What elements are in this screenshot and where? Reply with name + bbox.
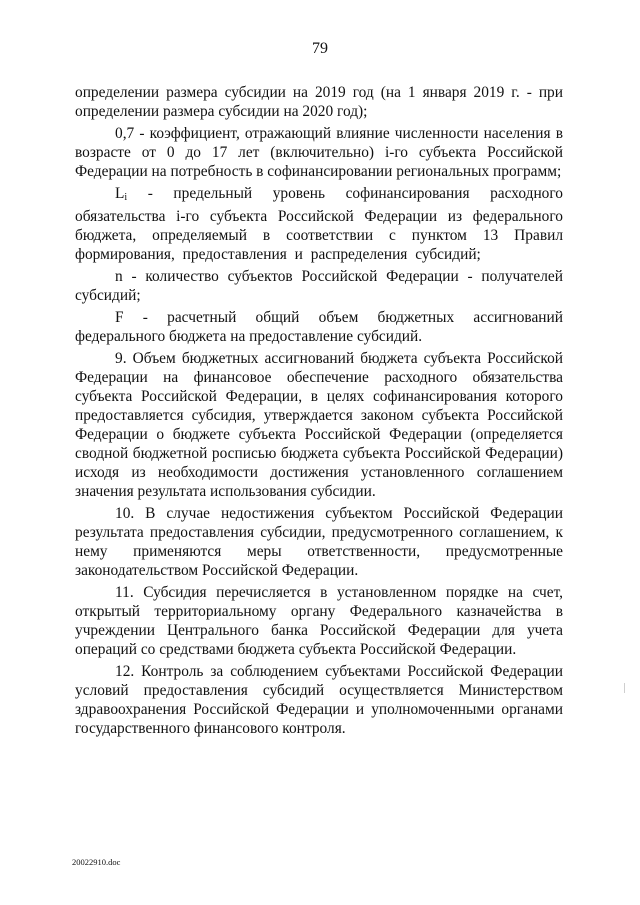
paragraph-11: 11. Субсидия перечисляется в установленном порядке на счет, открытый территориальному органу Федерального казначейства в учреждении Центрального банка Российской Федерации для учета операций со средствами бюджета субъекта Российской Федерации. xyxy=(75,584,563,658)
paragraph-10: 10. В случае недостижения субъектом Российской Федерации результата предоставления субсидии, предусмотренного соглашением, к нему применяются меры ответственности, предусмотренные законодательством Российской Федерации. xyxy=(75,505,563,579)
paragraph-9: 9. Объем бюджетных ассигнований бюджета субъекта Российской Федерации на финансовое обеспечение расходного обязательства субъекта Российской Федерации, в целях софинансирования которого предоставляется субсидия, утверждается законом субъекта Российской Федерации о бюджете субъекта Российской Федерации (определяется сводной бюджетной росписью бюджета субъекта Российской Федерации) исходя из необходимости достижения установленного соглашением значения результата использования субсидии. xyxy=(75,350,563,500)
footer-filename: 20022910.doc xyxy=(72,857,121,867)
paragraph-coefficient: 0,7 - коэффициент, отражающий влияние численности населения в возрасте от 0 до 17 лет (включительно) i-го субъекта Российской Федерации на потребность в софинансировании региональных программ; xyxy=(75,125,563,180)
paragraph-l-definition xyxy=(75,184,563,264)
paragraph-n-definition: n - количество субъектов Российской Федерации - получателей субсидий; xyxy=(75,268,563,304)
symbol-l-subscript: i xyxy=(124,192,128,203)
page-number: 79 xyxy=(312,40,328,57)
document-body xyxy=(75,83,563,741)
paragraph-f-definition: F - расчетный общий объем бюджетных ассигнований федерального бюджета на предоставление субсидий. xyxy=(75,309,563,345)
paragraph-l-text: - предельный уровень софинансирования расходного обязательства i-го субъекта Российской Федерации из федерального бюджета, определяемый в соответствии с пунктом 13 Правил формирования, предоставления и распределения субсидий; xyxy=(75,185,563,263)
symbol-l: L xyxy=(115,185,125,202)
scan-edge-mark xyxy=(624,683,625,693)
paragraph-12: 12. Контроль за соблюдением субъектами Российской Федерации условий предоставления субсидий осуществляется Министерством здравоохранения Российской Федерации и уполномоченными органами государственного финансового контроля. xyxy=(75,663,563,737)
paragraph-continuation: определении размера субсидии на 2019 год (на 1 января 2019 г. - при определении размера субсидии на 2020 год); xyxy=(75,84,563,120)
